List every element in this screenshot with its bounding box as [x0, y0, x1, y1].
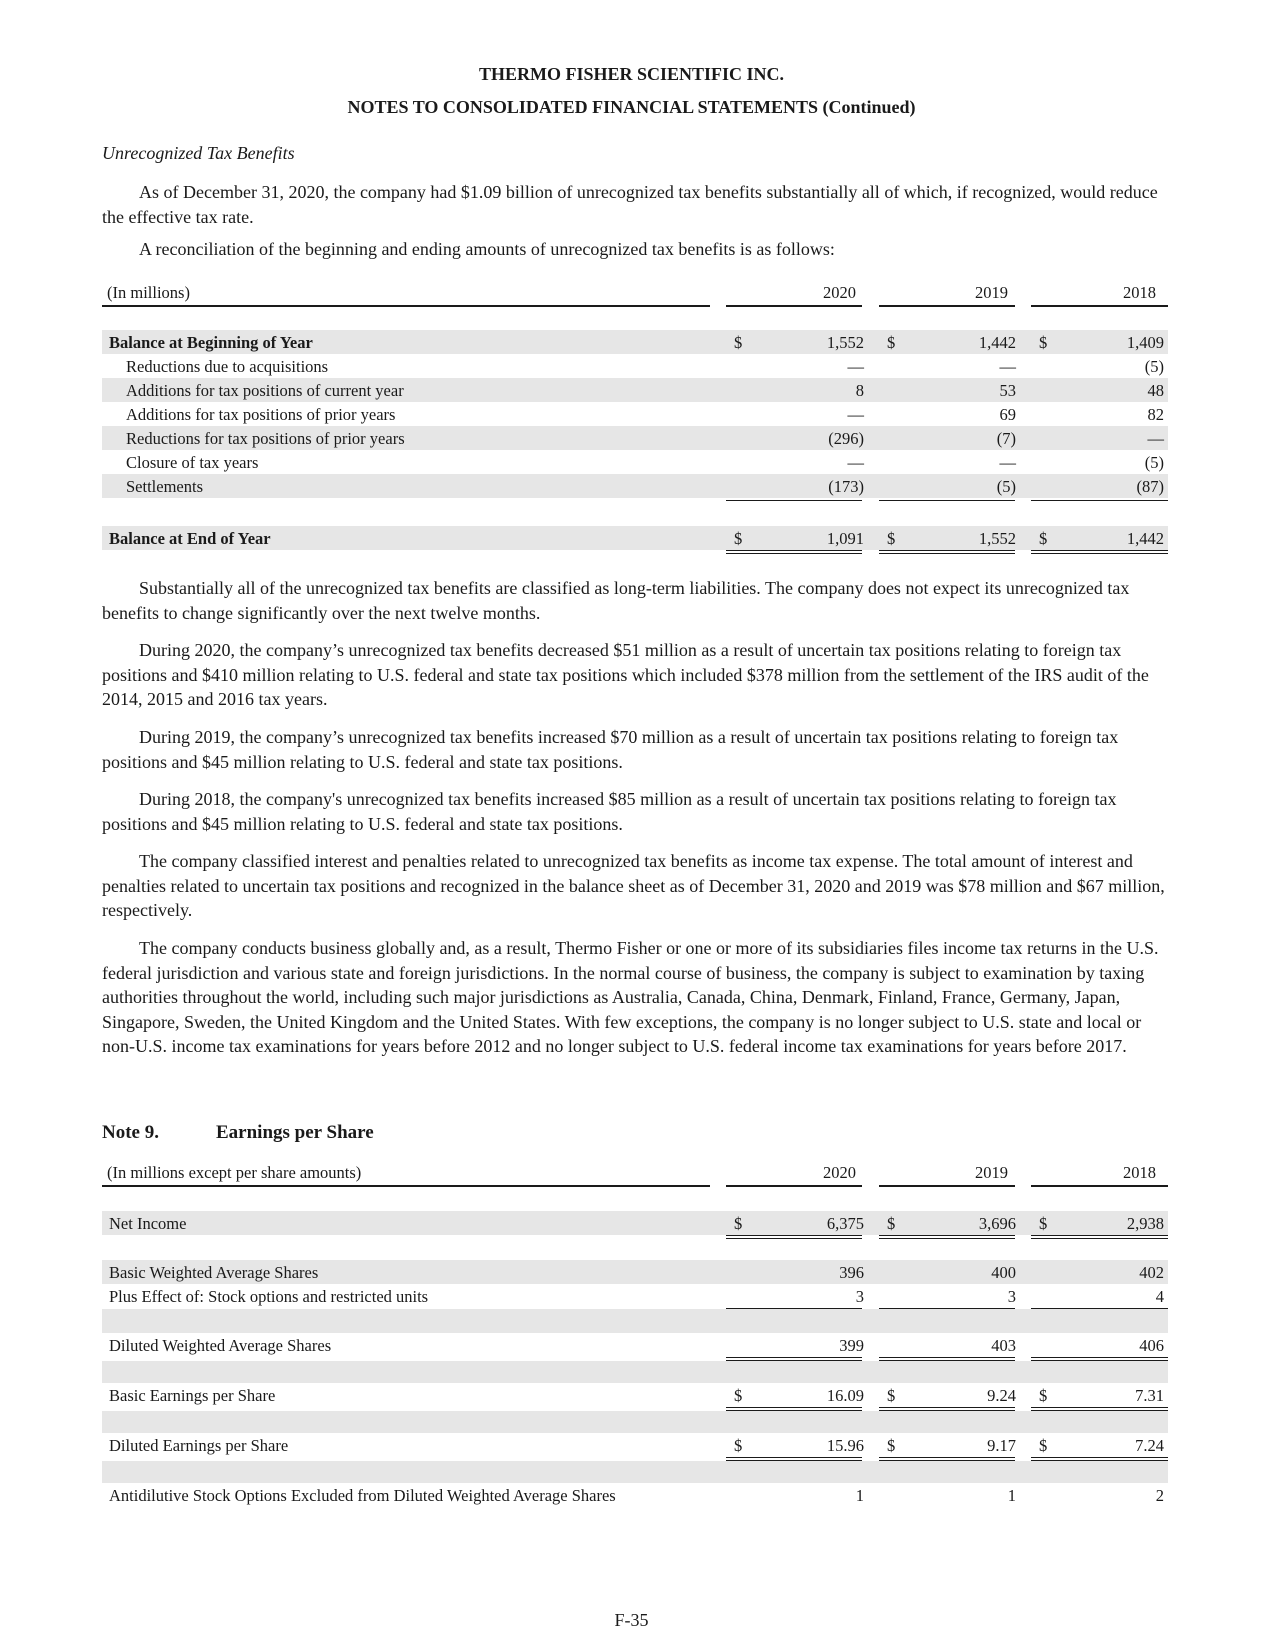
cell-value: 399	[839, 1336, 864, 1355]
cell-value: 1,552	[978, 529, 1016, 548]
column-header-year: 2019	[975, 1163, 1008, 1182]
cell-value: —	[847, 453, 864, 472]
spacer-row	[102, 1461, 1168, 1483]
cell-value: 1	[855, 1486, 864, 1505]
table-row	[102, 1433, 1168, 1457]
company-name: THERMO FISHER SCIENTIFIC INC.	[478, 64, 785, 84]
column-header-year: 2020	[823, 283, 856, 302]
section-subtitle: Unrecognized Tax Benefits	[102, 143, 295, 163]
cell-value: 4	[1155, 1287, 1164, 1306]
cell-value: 1,091	[826, 529, 864, 548]
cell-value: 15.96	[826, 1436, 864, 1455]
currency-symbol: $	[1039, 333, 1048, 352]
row-label: Additions for tax positions of current year	[126, 381, 404, 400]
intro-paragraph: As of December 31, 2020, the company had $1.09 billion of unrecognized tax benefits substantially all of which, if recognized, would reduce the effective tax rate.	[102, 182, 1158, 227]
cell-value: (87)	[1136, 477, 1164, 496]
row-label: Closure of tax years	[126, 453, 259, 472]
currency-symbol: $	[734, 529, 743, 548]
cell-value: 406	[1139, 1336, 1164, 1355]
row-label: Additions for tax positions of prior years	[126, 405, 396, 424]
note-number: Note 9.	[102, 1122, 159, 1143]
cell-value: (5)	[996, 477, 1016, 496]
row-label: Diluted Weighted Average Shares	[109, 1336, 332, 1355]
body-paragraph: During 2019, the company’s unrecognized tax benefits increased $70 million as a result of uncertain tax positions relating to foreign tax positions and $45 million relating to U.S. federal and state tax positions.	[102, 727, 1119, 772]
cell-value: 7.24	[1135, 1436, 1164, 1455]
currency-symbol: $	[1039, 1214, 1048, 1233]
cell-value: 1,552	[826, 333, 864, 352]
cell-value: 402	[1139, 1263, 1164, 1282]
cell-value: 16.09	[826, 1386, 864, 1405]
row-label: Basic Weighted Average Shares	[109, 1263, 319, 1282]
currency-symbol: $	[734, 333, 743, 352]
currency-symbol: $	[1039, 1386, 1048, 1405]
cell-value: —	[999, 357, 1016, 376]
table-row	[102, 330, 1168, 354]
body-paragraph: The company conducts business globally and, as a result, Thermo Fisher or one or more of its subsidiaries files income tax returns in the U.S. federal jurisdiction and various state and foreign jurisdictions. In the normal course of business, the company is subject to examination by taxing authorities throughout the world, including such major jurisdictions as Australia, Canada, China, Denmark, Finland, France, Germany, Japan, Singapore, Sweden, the United Kingdom and the United States. With few exceptions, the company is no longer subject to U.S. state and local or non-U.S. income tax examinations for years before 2012 and no longer subject to U.S. federal income tax examinations for years before 2017.	[102, 938, 1159, 1056]
cell-value: 396	[839, 1263, 864, 1282]
intro-paragraph: A reconciliation of the beginning and ending amounts of unrecognized tax benefits is as follows:	[139, 239, 835, 259]
currency-symbol: $	[887, 529, 896, 548]
currency-symbol: $	[887, 1436, 896, 1455]
row-label: Net Income	[109, 1214, 187, 1233]
cell-value: (7)	[996, 429, 1016, 448]
cell-value: 8	[855, 381, 864, 400]
table-row	[102, 354, 1168, 378]
table-unit-label: (In millions except per share amounts)	[107, 1163, 362, 1182]
table-row	[102, 378, 1168, 402]
currency-symbol: $	[734, 1436, 743, 1455]
table-row	[102, 1260, 1168, 1284]
currency-symbol: $	[1039, 1436, 1048, 1455]
spacer-row	[102, 1309, 1168, 1333]
row-label: Settlements	[126, 477, 203, 496]
table-row	[102, 1284, 1168, 1308]
cell-value: 9.17	[987, 1436, 1016, 1455]
cell-value: 400	[991, 1263, 1016, 1282]
cell-value: 3	[855, 1287, 864, 1306]
currency-symbol: $	[887, 1214, 896, 1233]
cell-value: 1,442	[978, 333, 1016, 352]
cell-value: 7.31	[1135, 1386, 1164, 1405]
body-paragraph: The company classified interest and penalties related to unrecognized tax benefits as income tax expense. The total amount of interest and penalties related to uncertain tax positions and recognized in the balance sheet as of December 31, 2020 and 2019 was $78 million and $67 million, respectively.	[102, 851, 1165, 920]
row-label: Reductions due to acquisitions	[126, 357, 329, 376]
cell-value: 69	[999, 405, 1016, 424]
row-label: Plus Effect of: Stock options and restricted units	[109, 1287, 429, 1306]
page-title: NOTES TO CONSOLIDATED FINANCIAL STATEMENTS (Continued)	[347, 97, 916, 117]
cell-value: —	[847, 405, 864, 424]
cell-value: 1,409	[1126, 333, 1164, 352]
column-header-year: 2018	[1123, 283, 1156, 302]
column-header-year: 2018	[1123, 1163, 1156, 1182]
cell-value: (5)	[1144, 453, 1164, 472]
table-row	[102, 426, 1168, 450]
body-paragraph: During 2020, the company’s unrecognized tax benefits decreased $51 million as a result of uncertain tax positions relating to foreign tax positions and $410 million relating to U.S. federal and state tax positions which included $378 million from the settlement of the IRS audit of the 2014, 2015 and 2016 tax years.	[102, 640, 1149, 709]
row-label: Reductions for tax positions of prior years	[126, 429, 405, 448]
cell-value: 9.24	[987, 1386, 1016, 1405]
table-row	[102, 402, 1168, 426]
cell-value: 1,442	[1126, 529, 1164, 548]
table-row	[102, 1483, 1168, 1507]
cell-value: (5)	[1144, 357, 1164, 376]
cell-value: 2,938	[1126, 1214, 1164, 1233]
cell-value: (173)	[828, 477, 864, 496]
cell-value: 2	[1155, 1486, 1164, 1505]
note-heading	[102, 1122, 374, 1144]
table-unit-label: (In millions)	[107, 283, 190, 302]
cell-value: —	[999, 453, 1016, 472]
spacer-row	[102, 1361, 1168, 1383]
column-header-year: 2019	[975, 283, 1008, 302]
cell-value: 403	[991, 1336, 1016, 1355]
cell-value: 6,375	[826, 1214, 864, 1233]
row-label: Basic Earnings per Share	[109, 1386, 276, 1405]
cell-value: 53	[999, 381, 1016, 400]
cell-value: 48	[1147, 381, 1164, 400]
note-title: Earnings per Share	[216, 1122, 374, 1143]
row-label: Balance at End of Year	[109, 529, 271, 548]
cell-value: 1	[1007, 1486, 1016, 1505]
page-number: F-35	[614, 1610, 649, 1630]
currency-symbol: $	[734, 1214, 743, 1233]
cell-value: —	[1147, 429, 1164, 448]
cell-value: 3	[1007, 1287, 1016, 1306]
column-header-year: 2020	[823, 1163, 856, 1182]
row-label: Balance at Beginning of Year	[109, 333, 313, 352]
cell-value: 82	[1147, 405, 1164, 424]
row-label: Antidilutive Stock Options Excluded from Diluted Weighted Average Shares	[109, 1486, 616, 1505]
body-paragraph: During 2018, the company's unrecognized tax benefits increased $85 million as a result of uncertain tax positions relating to foreign tax positions and $45 million relating to U.S. federal and state tax positions.	[102, 789, 1117, 834]
spacer-row	[102, 1411, 1168, 1433]
table-row	[102, 1211, 1168, 1235]
currency-symbol: $	[887, 333, 896, 352]
table-row	[102, 450, 1168, 474]
table-row	[102, 1383, 1168, 1407]
row-label: Diluted Earnings per Share	[109, 1436, 289, 1455]
cell-value: 3,696	[978, 1214, 1016, 1233]
cell-value: (296)	[828, 429, 864, 448]
currency-symbol: $	[734, 1386, 743, 1405]
table-row	[102, 1333, 1168, 1357]
body-paragraph: Substantially all of the unrecognized tax benefits are classified as long-term liabilities. The company does not expect its unrecognized tax benefits to change significantly over the next twelve months.	[102, 578, 1130, 623]
table-row	[102, 526, 1168, 550]
cell-value: —	[847, 357, 864, 376]
currency-symbol: $	[1039, 529, 1048, 548]
currency-symbol: $	[887, 1386, 896, 1405]
table-row	[102, 474, 1168, 498]
